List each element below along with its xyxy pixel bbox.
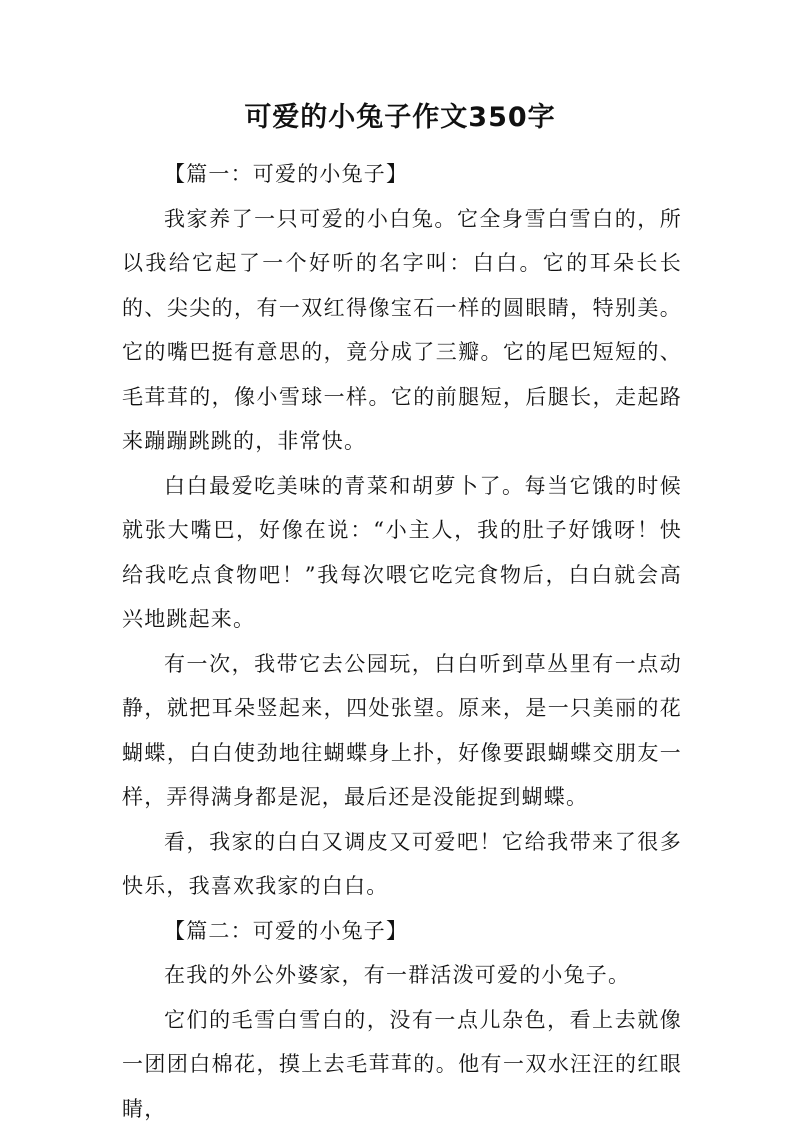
paragraph: 看，我家的白白又调皮又可爱吧！它给我带来了很多快乐，我喜欢我家的白白。 <box>122 829 682 898</box>
section-heading-1: 【篇一：可爱的小兔子】 <box>164 162 409 186</box>
document-title: 可爱的小兔子作文350字 <box>244 102 556 133</box>
section-heading-2: 【篇二：可爱的小兔子】 <box>164 918 409 943</box>
paragraph: 我家养了一只可爱的小白兔。它全身雪白雪白的，所以我给它起了一个好听的名字叫：白白。它的耳朵长长的、尖尖的，有一双红得像宝石一样的圆眼睛，特别美。它的嘴巴挺有意思的，竟分成了三瓣。它的尾巴短短的、毛茸茸的，像小雪球一样。它的前腿短，后腿长，走起路来蹦蹦跳跳的，非常快。 <box>122 206 682 453</box>
document-body <box>122 152 682 1131</box>
paragraph: 它们的毛雪白雪白的，没有一点儿杂色，看上去就像一团团白棉花，摸上去毛茸茸的。他有一双水汪汪的红眼睛， <box>122 1007 682 1121</box>
paragraph: 白白最爱吃美味的青菜和胡萝卜了。每当它饿的时候就张大嘴巴，好像在说：“小主人，我的肚子好饿呀！快给我吃点食物吧！”我每次喂它吃完食物后，白白就会高兴地跳起来。 <box>122 473 682 631</box>
paragraph: 有一次，我带它去公园玩，白白听到草丛里有一点动静，就把耳朵竖起来，四处张望。原来，是一只美丽的花蝴蝶，白白使劲地往蝴蝶身上扑，好像要跟蝴蝶交朋友一样，弄得满身都是泥，最后还是没能捉到蝴蝶。 <box>122 651 682 809</box>
paragraph: 在我的外公外婆家，有一群活泼可爱的小兔子。 <box>164 963 631 987</box>
